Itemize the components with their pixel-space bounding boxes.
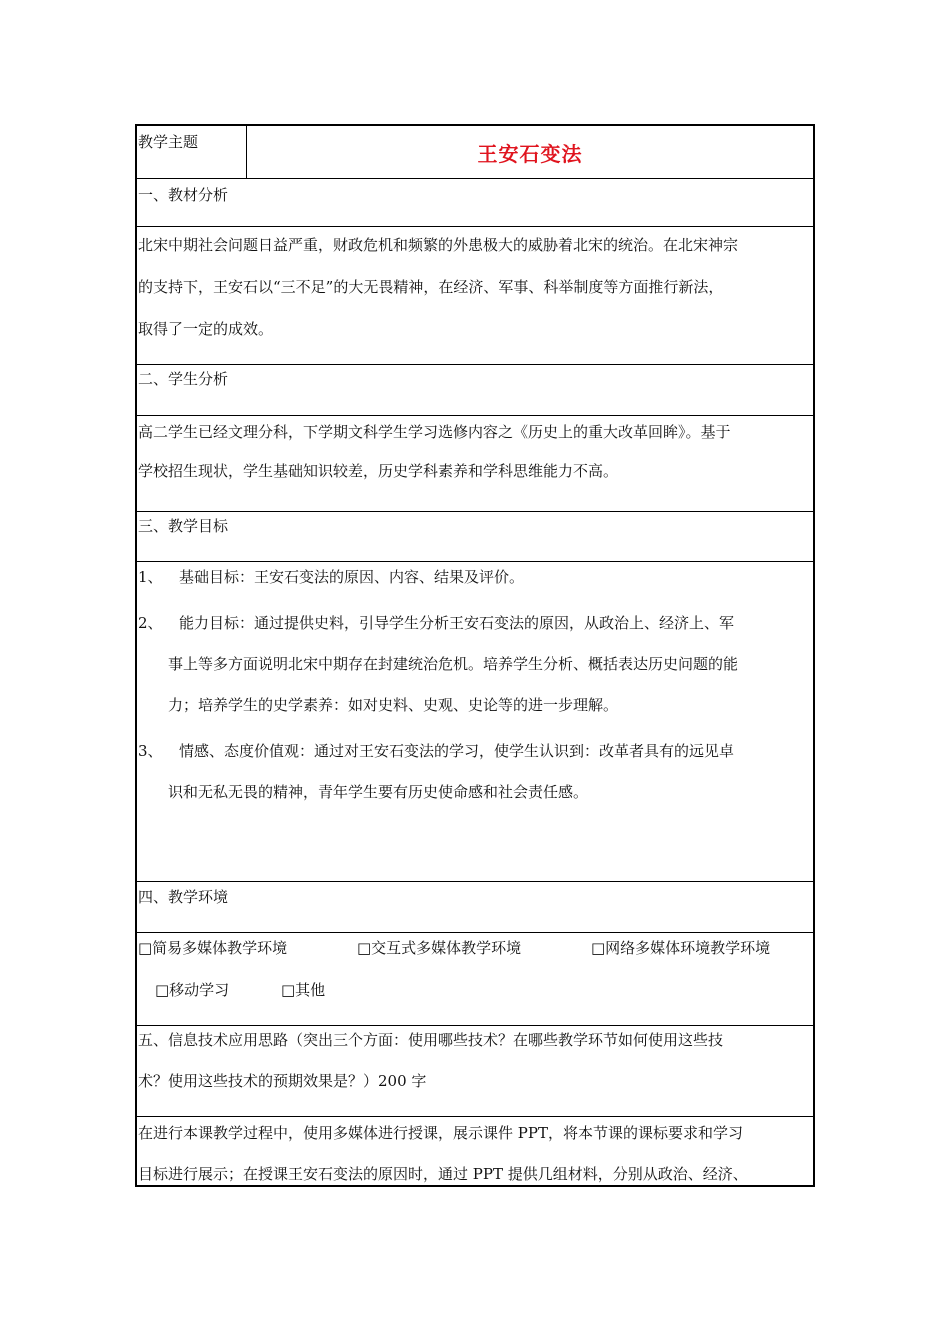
section-heading-materials — [137, 179, 813, 227]
section-heading-it-application — [137, 1026, 813, 1117]
checkbox-network-multimedia[interactable]: □网络多媒体环境教学环境 — [591, 939, 771, 957]
body-line: 在进行本课教学过程中，使用多媒体进行授课，展示课件 PPT，将本节课的课标要求和学习 — [138, 1124, 743, 1142]
item-line: 事上等多方面说明北宋中期存在封建统治危机。培养学生分析、概括表达历史问题的能 — [168, 655, 739, 673]
item-line: 力；培养学生的史学素养：如对史料、史观、史论等的进一步理解。 — [168, 696, 619, 714]
section-body-students — [137, 416, 813, 512]
item-line: 情感、态度价值观：通过对王安石变法的学习，使学生认识到：改革者具有的远见卓 — [179, 742, 735, 760]
topic-label-cell — [137, 126, 247, 178]
checkbox-simple-multimedia[interactable]: □简易多媒体教学环境 — [138, 939, 288, 957]
item-number: 3、 — [138, 742, 163, 760]
section-heading: 一、教材分析 — [138, 186, 229, 204]
body-line: 目标进行展示；在授课王安石变法的原因时，通过 PPT 提供几组材料，分别从政治、经济、 — [138, 1165, 748, 1183]
section-heading: 术？使用这些技术的预期效果是？）200 字 — [138, 1072, 427, 1090]
lesson-title: 王安石变法 — [477, 141, 583, 166]
item-number: 2、 — [138, 614, 163, 632]
item-line: 能力目标：通过提供史料，引导学生分析王安石变法的原因，从政治上、经济上、军 — [179, 614, 735, 632]
item-line: 基础目标：王安石变法的原因、内容、结果及评价。 — [179, 568, 525, 586]
section-heading-students — [137, 365, 813, 416]
section-heading: 五、信息技术应用思路（突出三个方面：使用哪些技术？在哪些教学环节如何使用这些技 — [138, 1031, 724, 1049]
section-body-materials — [137, 227, 813, 365]
section-heading-objectives — [137, 512, 813, 562]
section-body-environment — [137, 933, 813, 1026]
body-line: 学校招生现状，学生基础知识较差，历史学科素养和学科思维能力不高。 — [138, 462, 619, 480]
body-line: 北宋中期社会问题日益严重，财政危机和频繁的外患极大的威胁着北宋的统治。在北宋神宗 — [138, 236, 739, 254]
body-line: 高二学生已经文理分科，下学期文科学生学习选修内容之《历史上的重大改革回眸》。基于 — [138, 423, 731, 441]
section-heading: 四、教学环境 — [138, 888, 229, 906]
section-body-objectives — [137, 562, 813, 882]
topic-label: 教学主题 — [138, 133, 199, 151]
item-line: 识和无私无畏的精神，青年学生要有历史使命感和社会责任感。 — [168, 783, 589, 801]
section-heading: 三、教学目标 — [138, 517, 229, 535]
checkbox-other[interactable]: □其他 — [281, 981, 326, 999]
checkbox-interactive-multimedia[interactable]: □交互式多媒体教学环境 — [357, 939, 522, 957]
body-line: 的支持下，王安石以“三不足”的大无畏精神，在经济、军事、科举制度等方面推行新法， — [138, 278, 724, 296]
item-number: 1、 — [138, 568, 163, 586]
checkbox-mobile-learning[interactable]: □移动学习 — [155, 981, 230, 999]
section-body-it-application — [137, 1117, 813, 1187]
section-heading-environment — [137, 882, 813, 933]
lesson-plan-table — [135, 124, 815, 1187]
section-heading: 二、学生分析 — [138, 370, 229, 388]
body-line: 取得了一定的成效。 — [138, 320, 274, 338]
header-row — [137, 126, 813, 179]
